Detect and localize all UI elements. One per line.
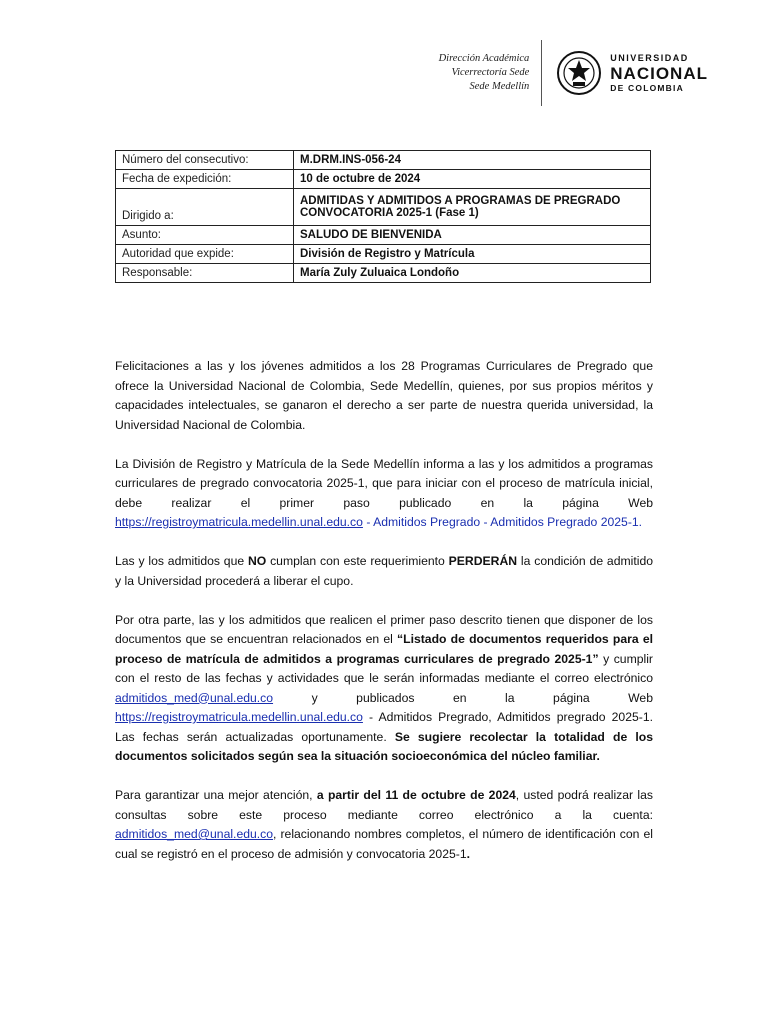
field-label: Número del consecutivo: (116, 151, 294, 170)
document-list-title: “Listado de documentos requeridos para el proceso de matrícula de admitidos a programas curriculares de pregrado 2025-1” (115, 632, 653, 666)
paragraph-text: , usted podrá realizar las consultas sobre este proceso mediante correo electrónico a la cuenta: (115, 788, 653, 822)
paragraph-text: y publicados en la página Web (273, 690, 653, 705)
period-mark: . (466, 846, 470, 861)
emphasis-no: NO (247, 554, 267, 568)
paragraph-first-step (115, 455, 653, 533)
paragraph-text: - Admitidos Pregrado, Admitidos pregrado 2025-1. Las fechas serán actualizadas oportunamente. (115, 710, 653, 744)
paragraph-text: y cumplir con el resto de las fechas y actividades que le serán informadas mediante el correo electrónico (115, 651, 653, 685)
field-label: Asunto: (116, 226, 294, 245)
table-row (116, 170, 651, 189)
university-line-2: NACIONAL (610, 63, 708, 83)
emphasis-perderan: PERDERÁN (448, 554, 518, 568)
document-metadata-table (115, 150, 651, 283)
email-link[interactable]: admitidos_med@unal.edu.co (115, 827, 274, 841)
start-date-emphasis: a partir del 11 de octubre de 2024 (316, 788, 516, 802)
table-row (116, 151, 651, 170)
field-value: SALUDO DE BIENVENIDA (294, 226, 651, 245)
registration-link[interactable]: https://registroymatricula.medellin.unal.edu.co (115, 710, 363, 724)
field-value-line: CONVOCATORIA 2025-1 (Fase 1) (300, 207, 479, 219)
paragraph-text: , relacionando nombres completos, el número de identificación con el cual se registró en el proceso de admisión y convocatoria 2025-1 (115, 827, 653, 861)
university-line-3: DE COLOMBIA (610, 82, 684, 93)
field-value: División de Registro y Matrícula (294, 245, 651, 264)
university-line-1: UNIVERSIDAD (610, 52, 689, 63)
paragraph-text: cumplan con este requerimiento (266, 554, 449, 568)
registration-link[interactable]: https://registroymatricula.medellin.unal.edu.co (115, 515, 363, 529)
letterhead (439, 40, 708, 106)
paragraph-warning (115, 552, 653, 591)
table-row (116, 264, 651, 283)
field-value (294, 189, 651, 226)
paragraph-text: Para garantizar una mejor atención, (115, 788, 317, 802)
field-label: Autoridad que expide: (116, 245, 294, 264)
office-line-1: Dirección Académica (438, 53, 530, 64)
field-label: Fecha de expedición: (116, 170, 294, 189)
paragraph-congratulations: Felicitaciones a las y los jóvenes admitidos a los 28 Programas Curriculares de Pregrado que ofrece la Universidad Nacional de Colombia, Sede Medellín, quienes, por sus propios méritos y capacidades intelectuales, se ganaron el derecho a ser parte de nuestra querida universidad, la Universidad Nacional de Colombia. (115, 359, 653, 432)
paragraph-text: Las y los admitidos que (115, 554, 248, 568)
field-value: M.DRM.INS-056-24 (294, 151, 651, 170)
paragraph-contact (115, 786, 653, 864)
field-label: Dirigido a: (116, 189, 294, 226)
office-line-3: Sede Medellín (469, 81, 530, 92)
paragraph-text: La División de Registro y Matrícula de la Sede Medellín informa a las y los admitidos a programas curriculares de pregrado convocatoria 2025-1, que para iniciar con el proceso de matrícula inicial, debe realizar el primer paso publicado en la página Web (115, 456, 653, 510)
table-row (116, 245, 651, 264)
paragraph-text: Por otra parte, las y los admitidos que realicen el primer paso descrito tienen que disponer de los documentos que se encuentran relacionados en el (115, 612, 653, 646)
email-link[interactable]: admitidos_med@unal.edu.co (115, 690, 274, 705)
field-label: Responsable: (116, 264, 294, 283)
letter-body (115, 357, 653, 884)
field-value: 10 de octubre de 2024 (294, 170, 651, 189)
office-line-2: Vicerrectoría Sede (451, 67, 530, 78)
field-value: María Zuly Zuluaica Londoño (294, 264, 651, 283)
link-path-text: - Admitidos Pregrado - Admitidos Pregrado 2025-1. (362, 515, 643, 529)
table-row (116, 226, 651, 245)
paragraph-text: la condición de admitido y la Universidad procederá a liberar el cupo. (115, 554, 653, 588)
university-name (610, 54, 708, 93)
field-value-line: ADMITIDAS Y ADMITIDOS A PROGRAMAS DE PREGRADO (300, 195, 621, 207)
university-seal-icon (556, 50, 602, 96)
paragraph-documents (115, 611, 653, 767)
office-block (439, 40, 543, 106)
table-row (116, 189, 651, 226)
documents-suggestion: Se sugiere recolectar la totalidad de los documentos solicitados según sea la situación socioeconómica del núcleo familiar. (115, 729, 653, 763)
